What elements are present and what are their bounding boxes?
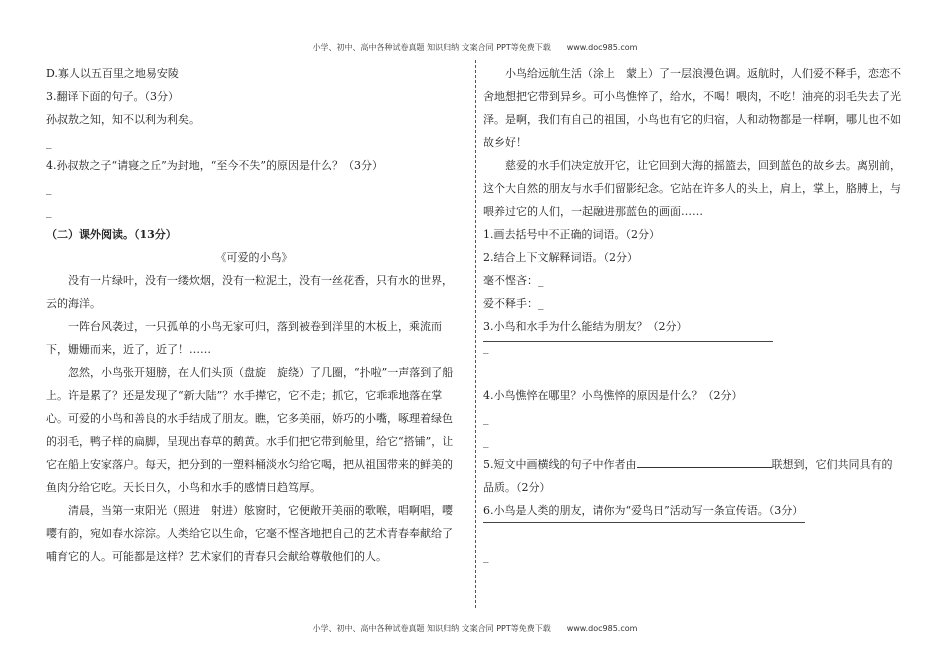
answer-blank-q6[interactable] <box>483 545 903 568</box>
paragraph-6: 慈爱的水手们决定放开它，让它回到大海的摇篮去，回到蓝色的故乡去。离别前，这个大自然的朋友与水手们留影纪念。它站在许多人的头上，肩上，掌上，胳膊上，与喂养过它的人们，一起融进那蓝色的画面…… <box>483 159 901 218</box>
option-d: D.寡人以五百里之地易安陵 <box>46 67 179 80</box>
section-heading: （二）课外阅读。（13分） <box>46 228 177 241</box>
question-r5-start: 5.短文中画横线的句子中作者由 <box>483 458 637 471</box>
word-2-label: 爱不释手： <box>483 297 538 310</box>
question-r6: 6.小鸟是人类的朋友，请你为“爱鸟日”活动写一条宣传语。（3分） <box>483 504 804 517</box>
answer-blank-q4-r1[interactable] <box>483 407 903 430</box>
question-3-sentence: 孙叔敖之知，知不以利为利矣。 <box>46 113 200 126</box>
left-column <box>46 62 462 568</box>
column-divider <box>475 60 476 608</box>
paragraph-1: 没有一片绿叶，没有一缕炊烟，没有一粒泥土，没有一丝花香，只有水的世界，云的海洋。 <box>46 274 453 310</box>
answer-blank-q5[interactable] <box>637 455 772 468</box>
answer-blank-q3[interactable] <box>46 131 462 154</box>
answer-blank-q4-1[interactable] <box>46 177 462 200</box>
answer-blank-q4-2[interactable] <box>46 200 462 223</box>
question-r4: 4.小鸟憔悴在哪里？小鸟憔悴的原因是什么？（2分） <box>483 389 743 402</box>
answer-blank-word-2[interactable]: _ <box>538 297 544 310</box>
question-r2: 2.结合上下文解释词语。（2分） <box>483 251 638 264</box>
right-column <box>483 62 903 568</box>
page-header: 小学、初中、高中各种试卷真题 知识归纳 文案合同 PPT等免费下载 www.doc985.com <box>312 43 638 52</box>
answer-line-q6[interactable] <box>483 522 903 545</box>
page-footer: 小学、初中、高中各种试卷真题 知识归纳 文案合同 PPT等免费下载 www.doc985.com <box>312 624 638 633</box>
question-r5-end: 联想到，它们共同具有的品质。（2分） <box>483 458 893 494</box>
paragraph-2: 一阵台风袭过，一只孤单的小鸟无家可归，落到被卷到洋里的木板上，乘流而下，姗姗而来，近了，近了！…… <box>46 320 442 356</box>
question-3: 3.翻译下面的句子。（3分） <box>46 90 179 103</box>
paragraph-3: 忽然，小鸟张开翅膀，在人们头顶（盘旋 旋绕）了几圈，“扑啦”一声落到了船上。许是累了？还是发现了“新大陆”？水手撵它，它不走；抓它，它乖乖地落在掌心。可爱的小鸟和善良的水手结成了朋友。瞧，它多美丽，娇巧的小嘴，啄理着绿色的羽毛，鸭子样的扁脚，呈现出春草的鹅黄。水手们把它带到舱里，给它“搭铺”，让它在船上安家落户。每天，把分到的一塑料桶淡水匀给它喝，把从祖国带来的鲜美的鱼肉分给它吃。天长日久，小鸟和水手的感情日趋笃厚。 <box>46 366 454 494</box>
question-4: 4.孙叔敖之子“请寝之丘”为封地，“至今不失”的原因是什么？（3分） <box>46 159 383 172</box>
passage-title: 《可爱的小鸟》 <box>215 251 293 264</box>
answer-blank-q4-r2[interactable] <box>483 430 903 453</box>
word-1-label: 毫不悭吝： <box>483 274 538 287</box>
answer-blank-word-1[interactable]: _ <box>538 274 544 287</box>
answer-line-q3[interactable] <box>483 338 903 361</box>
question-r3: 3.小鸟和水手为什么能结为朋友？（2分） <box>483 320 688 333</box>
question-r1: 1.画去括号中不正确的词语。（2分） <box>483 228 660 241</box>
paragraph-5: 小鸟给远航生活（涂上 蒙上）了一层浪漫色调。返航时，人们爱不释手，恋恋不舍地想把它带到异乡。可小鸟憔悴了，给水，不喝！喂肉，不吃！油亮的羽毛失去了光泽。是啊，我们有自己的祖国，小鸟也有它的归宿，人和动物都是一样啊，哪儿也不如故乡好！ <box>483 67 901 149</box>
paragraph-4: 清晨，当第一束阳光（照进 射进）舷窗时，它便敞开美丽的歌喉，唱啊唱，嘤嘤有韵，宛如春水淙淙。人类给它以生命，它毫不悭吝地把自己的艺术青春奉献给了哺育它的人。可能都是这样？艺术家们的青春只会献给尊敬他们的人。 <box>46 504 453 563</box>
